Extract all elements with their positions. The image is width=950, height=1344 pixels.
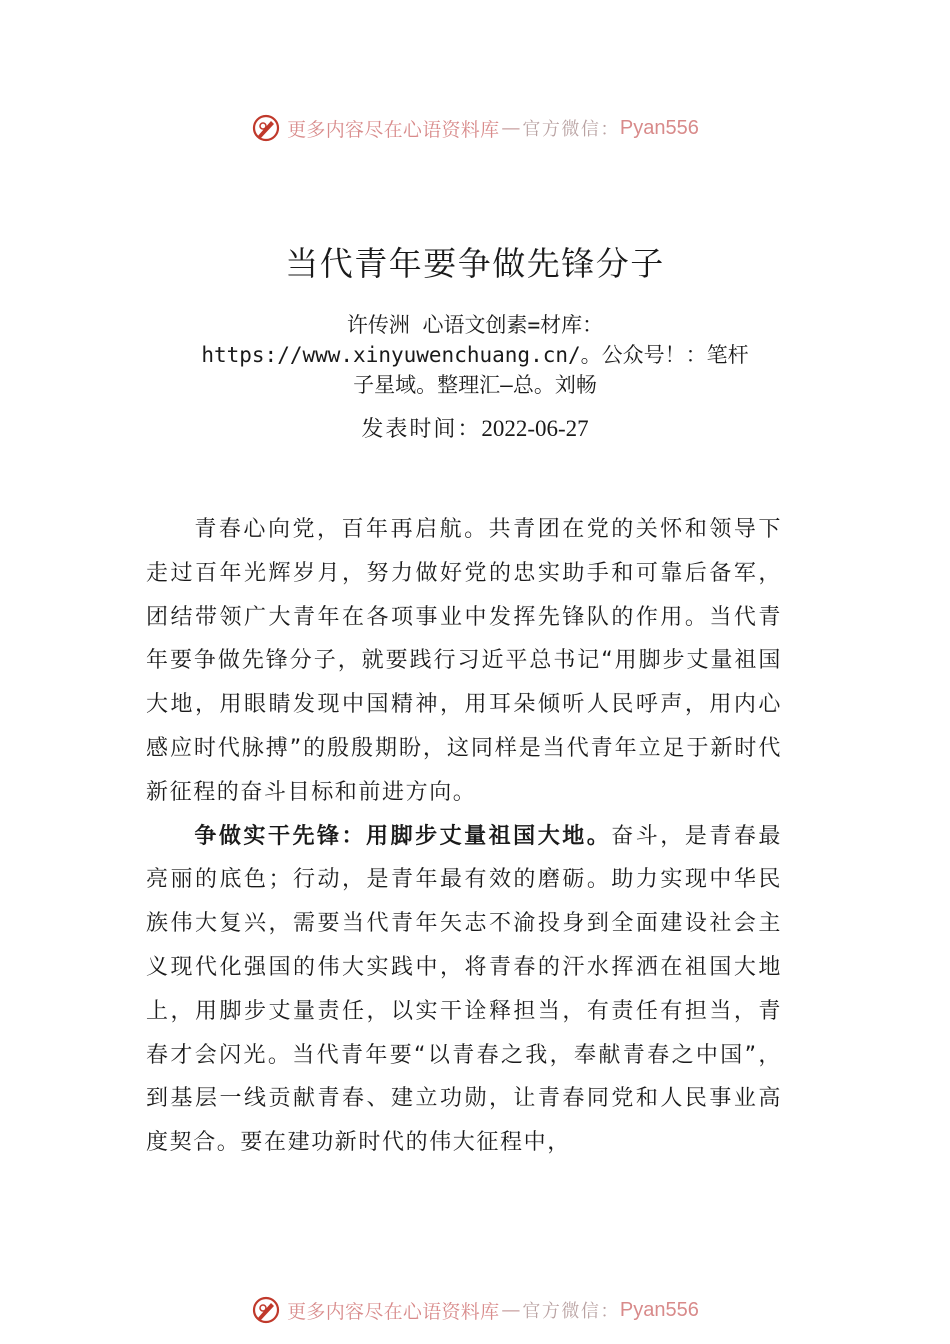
paragraph-lead-heading: 争做实干先锋：用脚步丈量祖国大地。 [194,823,612,849]
header-banner [0,108,950,148]
article-body [146,508,782,1165]
paragraph [146,815,782,1165]
article-title: 当代青年要争做先锋分子 [285,244,665,283]
banner-dash: — [501,1299,521,1321]
byline-line-3: 子星域。整理汇—总。刘畅 [353,373,597,397]
paragraph-text: 青春心向党，百年再启航。共青团在党的关怀和领导下走过百年光辉岁月，努力做好党的忠实助手和可靠后备军，团结带领广大青年在各项事业中发挥先锋队的作用。当代青年要争做先锋分子，就要践行习近平总书记“用脚步丈量祖国大地，用眼睛发现中国精神，用耳朵倾听人民呼声，用内心感应时代脉搏”的殷殷期盼，这同样是当代青年立足于新时代新征程的奋斗目标和前进方向。 [146,517,782,805]
paragraph [146,508,782,815]
byline-line-2: https://www.xinyuwenchuang.cn/。公众号！：笔杆 [201,343,749,367]
banner-wechat-id: Pyan556 [619,116,699,139]
banner-promo-text: 更多内容尽在心语资料库 [287,118,500,141]
pen-logo-icon [251,113,281,143]
article-byline [150,310,800,400]
banner-wechat-id: Pyan556 [619,1298,699,1321]
banner-promo-text: 更多内容尽在心语资料库 [287,1300,500,1323]
paragraph-text: 奋斗，是青春最亮丽的底色；行动，是青年最有效的磨砺。助力实现中华民族伟大复兴，需要当代青年矢志不渝投身到全面建设社会主义现代化强国的伟大实践中，将青春的汗水挥洒在祖国大地上，用脚步丈量责任，以实干诠释担当，有责任有担当，青春才会闪光。当代青年要“以青春之我，奉献青春之中国”，到基层一线贡献青春、建立功勋，让青春同党和人民事业高度契合。要在建功新时代的伟大征程中， [146,823,782,1156]
banner-wechat-label: 官方微信： [522,1301,620,1322]
publish-date [0,412,950,443]
footer-banner [0,1290,950,1330]
pen-logo-icon [251,1295,281,1325]
banner-dash: — [501,117,521,139]
banner-wechat-label: 官方微信： [522,119,620,140]
publish-date-label: 发表时间： [361,417,482,442]
byline-line-1: 许传洲 心语文创素=材库： [346,313,604,337]
publish-date-value: 2022-06-27 [481,416,589,441]
